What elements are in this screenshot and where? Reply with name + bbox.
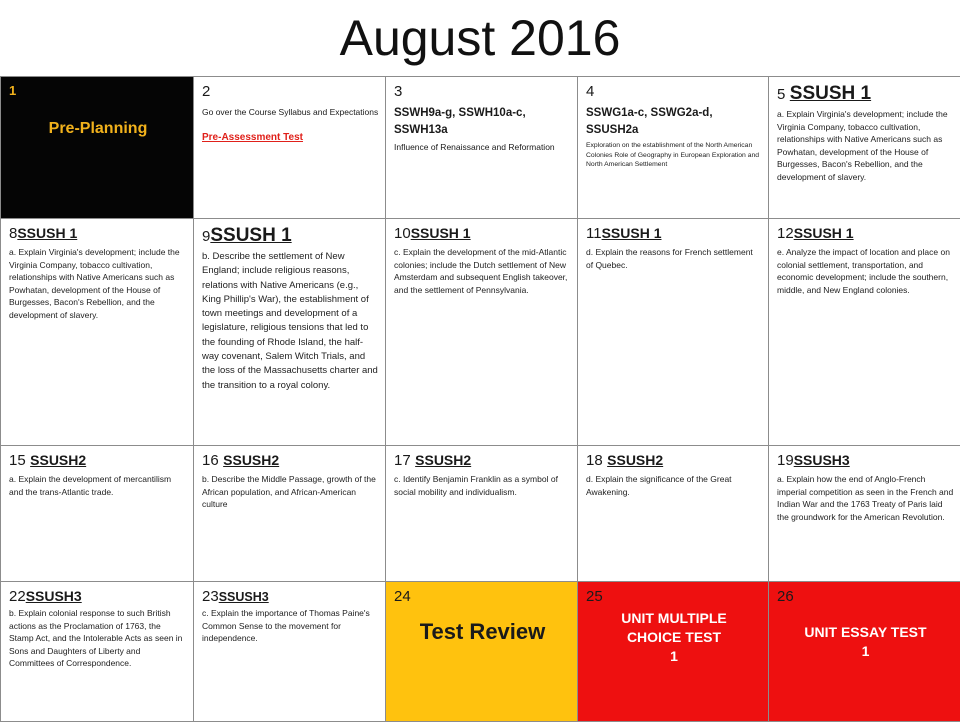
day-cell-16[interactable] xyxy=(194,446,386,582)
standard-codes: SSWH9a-g, SSWH10a-c, SSWH13a xyxy=(394,105,571,139)
day-description: Exploration on the establishment of the North American Colonies Role of Geography in European Exploration and North American Settlement xyxy=(586,141,762,170)
day-number: 22 xyxy=(9,588,26,605)
day-number: 1 xyxy=(9,83,187,98)
day-cell-26[interactable] xyxy=(769,582,960,722)
standard-label: SSUSH 1 xyxy=(411,225,471,241)
standard-codes: SSWG1a-c, SSWG2a-d, SSUSH2a xyxy=(586,105,762,139)
day-cell-25[interactable] xyxy=(578,582,769,722)
day-cell-5[interactable] xyxy=(769,77,960,219)
day-cell-12[interactable] xyxy=(769,219,960,446)
day-description: a. Explain how the end of Anglo-French imperial competition as seen in the French and Indian War and the 1763 Treaty of Paris laid the groundwork for the American Revolution. xyxy=(777,473,954,523)
day-description: a. Explain Virginia's development; include the Virginia Company, tobacco cultivation, relationships with Native Americans such as Powhatan, development of the House of Burgesses, Bacon's Rebellion, and the development of slavery. xyxy=(777,108,954,183)
standard-label: SSUSH 1 xyxy=(17,225,77,241)
day-cell-4[interactable] xyxy=(578,77,769,219)
standard-label: SSUSH2 xyxy=(415,452,471,468)
day-description: c. Explain the development of the mid-Atlantic colonies; include the Dutch settlement of New Amsterdam and subsequent English takeover, and the settlement of Pennsylvania. xyxy=(394,246,571,296)
day-number: 15 xyxy=(9,452,26,469)
day-description: e. Analyze the impact of location and place on colonial settlement, transportation, and economic development; include the southern, middle, and New England colonies. xyxy=(777,246,954,296)
week-row xyxy=(1,219,960,446)
day-cell-9[interactable] xyxy=(194,219,386,446)
day-number: 23 xyxy=(202,588,219,605)
day-number: 24 xyxy=(394,588,571,605)
standard-label: SSUSH 1 xyxy=(794,225,854,241)
day-number: 17 xyxy=(394,452,411,469)
unit-test-label-line2: CHOICE TEST xyxy=(586,628,762,647)
day-description: Go over the Course Syllabus and Expectations xyxy=(202,106,379,118)
day-cell-15[interactable] xyxy=(1,446,194,582)
day-description: Influence of Renaissance and Reformation xyxy=(394,141,571,153)
day-description: a. Explain the development of mercantilism and the trans-Atlantic trade. xyxy=(9,473,187,498)
standard-label: SSUSH 1 xyxy=(210,225,291,246)
pre-assessment-label: Pre-Assessment Test xyxy=(202,132,379,143)
day-cell-1[interactable] xyxy=(1,77,194,219)
day-cell-10[interactable] xyxy=(386,219,578,446)
day-number: 16 xyxy=(202,452,219,469)
unit-test-label-line3: 1 xyxy=(586,647,762,666)
essay-test-label-line2: 1 xyxy=(777,642,954,661)
day-description: c. Explain the importance of Thomas Paine's Common Sense to the movement for independence. xyxy=(202,607,379,645)
day-cell-2[interactable] xyxy=(194,77,386,219)
day-cell-17[interactable] xyxy=(386,446,578,582)
day-cell-22[interactable] xyxy=(1,582,194,722)
day-cell-18[interactable] xyxy=(578,446,769,582)
page-title: August 2016 xyxy=(0,4,960,72)
day-number: 11 xyxy=(586,225,602,242)
day-cell-19[interactable] xyxy=(769,446,960,582)
day-number: 12 xyxy=(777,225,794,242)
day-number: 10 xyxy=(394,225,411,242)
day-number: 2 xyxy=(202,83,379,100)
week-row xyxy=(1,77,960,219)
day-number: 4 xyxy=(586,83,762,100)
day-description: d. Explain the reasons for French settlement of Quebec. xyxy=(586,246,762,271)
day-number: 19 xyxy=(777,452,794,469)
week-row xyxy=(1,582,960,722)
standard-label: SSUSH 1 xyxy=(790,83,871,104)
day-description: b. Describe the Middle Passage, growth of the African population, and African-American culture xyxy=(202,473,379,511)
day-number: 5 xyxy=(777,86,785,103)
day-cell-8[interactable] xyxy=(1,219,194,446)
day-cell-24[interactable] xyxy=(386,582,578,722)
standard-label: SSUSH3 xyxy=(219,590,269,604)
day-number: 9 xyxy=(202,228,210,245)
day-cell-23[interactable] xyxy=(194,582,386,722)
standard-label: SSUSH 1 xyxy=(602,225,662,241)
standard-label: SSUSH3 xyxy=(794,452,850,468)
day-number: 26 xyxy=(777,588,954,605)
day-description: b. Explain colonial response to such British actions as the Proclamation of 1763, the Stamp Act, and the Intolerable Acts as seen in Sons and Daughters of Liberty and Committees of Correspondence. xyxy=(9,607,187,670)
essay-test-label-line1: UNIT ESSAY TEST xyxy=(777,623,954,642)
week-row xyxy=(1,446,960,582)
day-description: c. Identify Benjamin Franklin as a symbol of social mobility and individualism. xyxy=(394,473,571,498)
standard-label: SSUSH2 xyxy=(607,452,663,468)
calendar-grid xyxy=(0,76,960,722)
day-number: 3 xyxy=(394,83,571,100)
day-cell-3[interactable] xyxy=(386,77,578,219)
standard-label: SSUSH3 xyxy=(26,588,82,604)
day-number: 25 xyxy=(586,588,762,605)
day-description: b. Describe the settlement of New England; include religious reasons, relations with Native Americans (e.g., King Phillip's War), the establishment of town meetings and development of a legislature, religious tensions that led to the founding of Rhode Island, the half-way covenant, Salem Witch Trials, and the loss of the Massachusetts charter and the transition to a royal colony. xyxy=(202,250,379,393)
day-number: 18 xyxy=(586,452,603,469)
day-description: d. Explain the significance of the Great Awakening. xyxy=(586,473,762,498)
standard-label: SSUSH2 xyxy=(223,452,279,468)
pre-planning-label: Pre-Planning xyxy=(9,120,187,138)
day-description: a. Explain Virginia's development; include the Virginia Company, tobacco cultivation, relationships with Native Americans such as Powhatan, development of the House of Burgesses, Bacon's Rebellion, and the development of slavery. xyxy=(9,246,187,321)
test-review-label: Test Review xyxy=(394,619,571,645)
day-cell-11[interactable] xyxy=(578,219,769,446)
day-number: 8 xyxy=(9,225,17,242)
unit-test-label-line1: UNIT MULTIPLE xyxy=(586,609,762,628)
standard-label: SSUSH2 xyxy=(30,452,86,468)
